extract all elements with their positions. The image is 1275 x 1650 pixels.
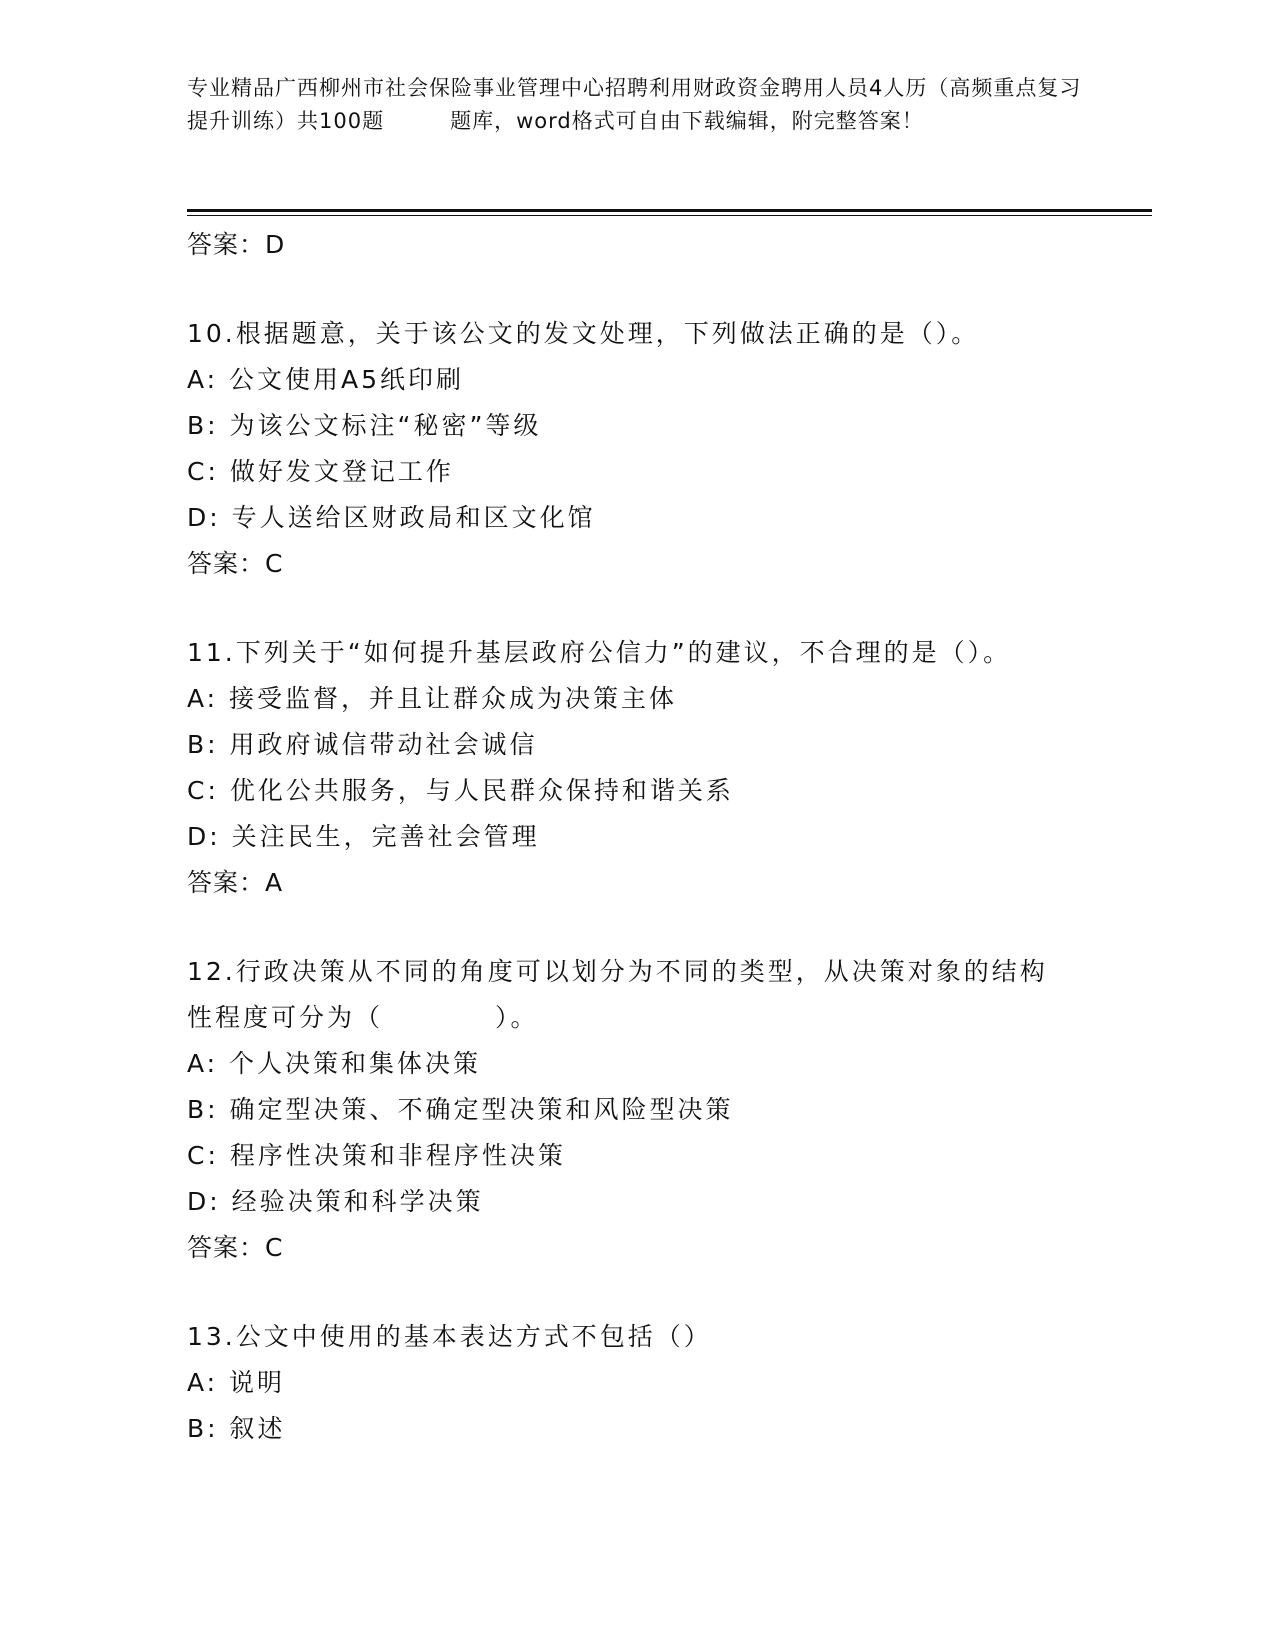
question-stem-line-1: 12.行政决策从不同的角度可以划分为不同的类型，从决策对象的结构 [187,957,1048,986]
option-b: B: 叙述 [187,1414,286,1443]
option-b: B: 确定型决策、不确定型决策和风险型决策 [187,1095,734,1124]
header-divider-thick [187,209,1152,212]
option-b: B: 为该公文标注“秘密”等级 [187,411,542,440]
option-a: A: 公文使用A5纸印刷 [187,365,465,394]
option-a: A: 说明 [187,1368,286,1397]
answer: 答案：C [187,549,284,578]
option-c: C: 优化公共服务，与人民群众保持和谐关系 [187,776,734,805]
option-d: D: 经验决策和科学决策 [187,1187,484,1216]
question-stem: 10.根据题意，关于该公文的发文处理，下列做法正确的是（）。 [187,319,980,348]
question-stem: 13.公文中使用的基本表达方式不包括（） [187,1322,712,1351]
question-10 [187,311,1087,587]
option-c: C: 做好发文登记工作 [187,457,454,486]
question-stem-line-2: 性程度可分为（ ）。 [187,1003,539,1032]
answer: 答案：C [187,1233,284,1262]
question-13 [187,1314,1087,1452]
question-stem: 11.下列关于“如何提升基层政府公信力”的建议，不合理的是（）。 [187,638,1012,667]
question-12 [187,949,1087,1271]
question-11 [187,630,1087,906]
answer-previous: 答案：D [187,230,286,259]
question-list [187,222,1087,1452]
option-d: D: 关注民生，完善社会管理 [187,822,540,851]
option-c: C: 程序性决策和非程序性决策 [187,1141,566,1170]
option-a: A: 接受监督，并且让群众成为决策主体 [187,684,678,713]
answer: 答案：A [187,868,284,897]
option-d: D: 专人送给区财政局和区文化馆 [187,503,596,532]
option-b: B: 用政府诚信带动社会诚信 [187,730,538,759]
header-divider-thin [187,215,1152,216]
option-a: A: 个人决策和集体决策 [187,1049,482,1078]
document-header: 专业精品广西柳州市社会保险事业管理中心招聘利用财政资金聘用人员4人历（高频重点复习提升训练）共100题 题库，word格式可自由下载编辑，附完整答案！ [187,76,1082,133]
